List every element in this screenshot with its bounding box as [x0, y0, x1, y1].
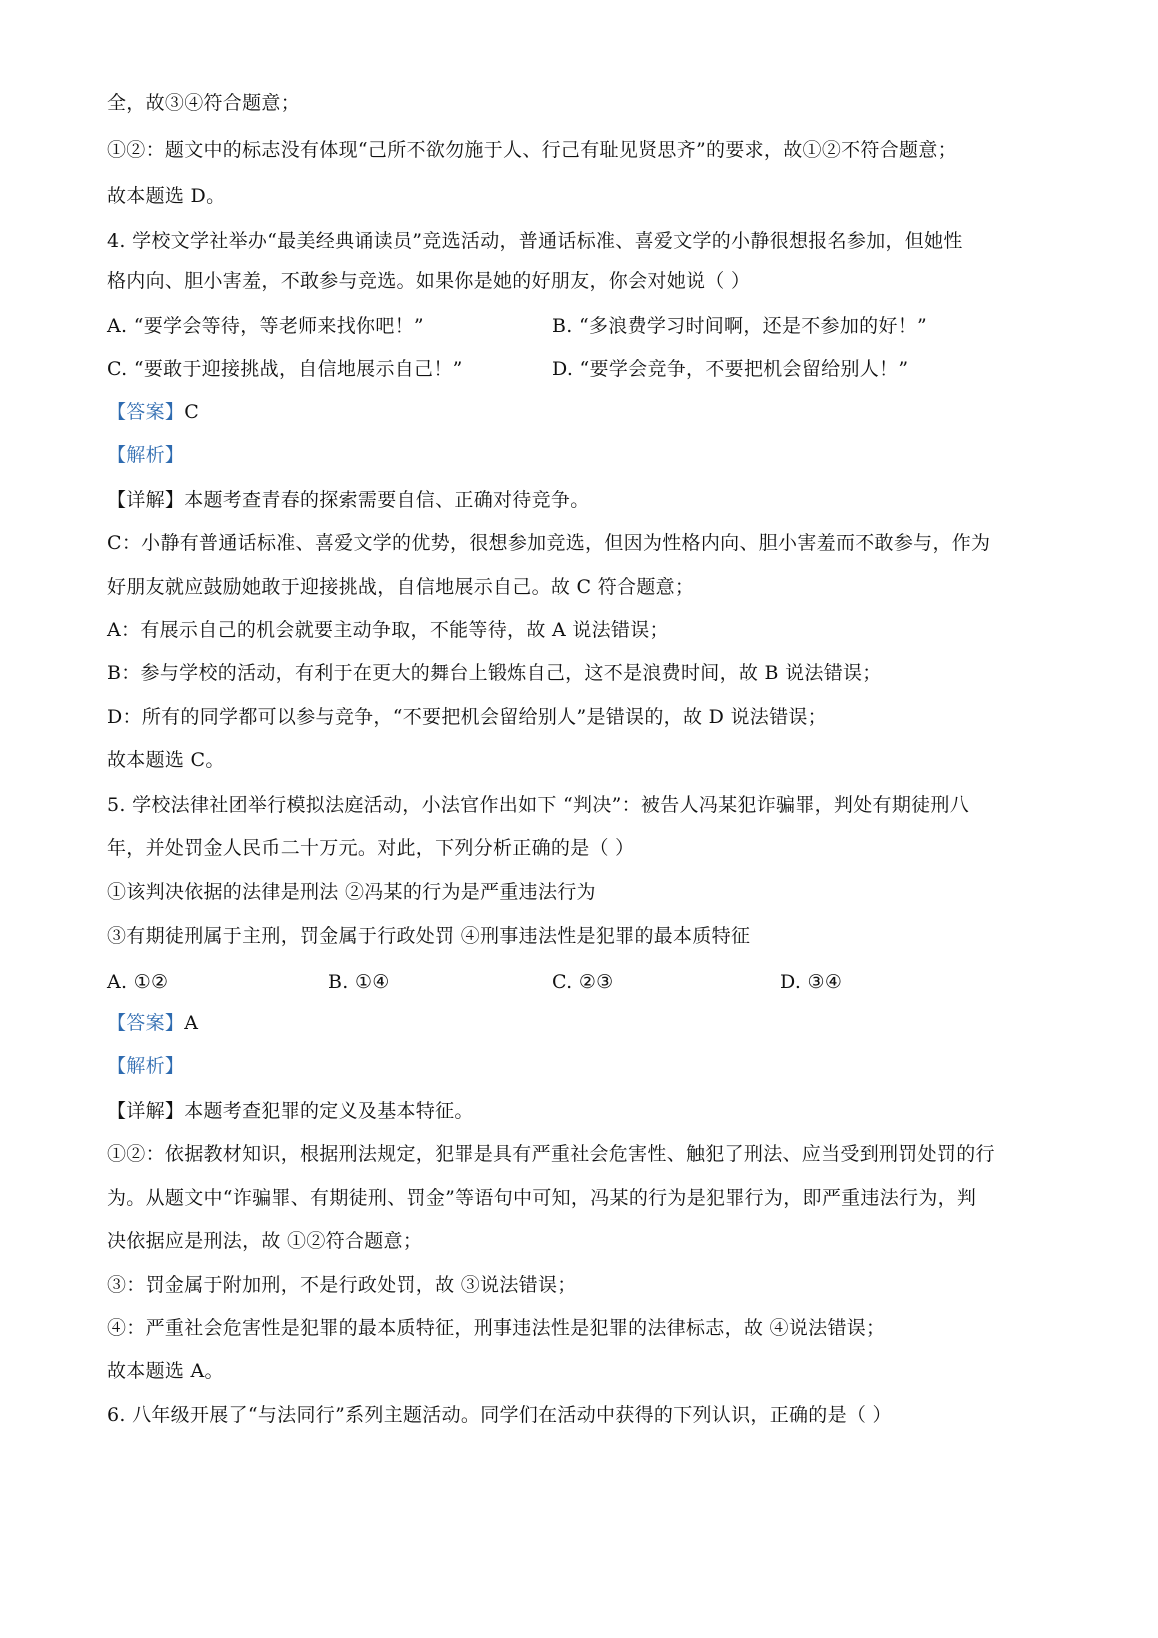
question-5-stem: 年，并处罚金人民币二十万元。对此，下列分析正确的是（ ） [107, 837, 635, 859]
answer-value: C [184, 401, 200, 423]
text-line: 故本题选 A。 [107, 1360, 224, 1382]
option-a: A. ①② [107, 971, 169, 993]
option-d: D. ③④ [780, 971, 843, 993]
text-line: 决依据应是刑法，故 ①②符合题意； [107, 1230, 423, 1252]
question-5-stem: 5. 学校法律社团举行模拟法庭活动，小法官作出如下 “判决”：被告人冯某犯诈骗罪，判处有期徒刑八 [107, 794, 970, 816]
text-line: 【详解】本题考查青春的探索需要自信、正确对待竞争。 [107, 489, 590, 511]
text-line: D：所有的同学都可以参与竞争，“不要把机会留给别人”是错误的，故 D 说法错误； [107, 706, 827, 728]
answer-label: 【答案】 [107, 1012, 185, 1034]
option-b: B. “多浪费学习时间啊，还是不参加的好！” [552, 315, 928, 337]
answer-line [107, 1011, 198, 1035]
option-c: C. ②③ [552, 971, 614, 993]
option-d: D. “要学会竞争，不要把机会留给别人！” [552, 358, 909, 380]
option-c: C. “要敢于迎接挑战，自信地展示自己！” [107, 358, 463, 380]
text-line: ③：罚金属于附加刑，不是行政处罚，故 ③说法错误； [107, 1274, 577, 1296]
text-line: C：小静有普通话标准、喜爱文学的优势，很想参加竞选，但因为性格内向、胆小害羞而不敢参与，作为 [107, 532, 991, 554]
text-line: 好朋友就应鼓励她敢于迎接挑战，自信地展示自己。故 C 符合题意； [107, 576, 695, 598]
text-line: 故本题选 C。 [107, 749, 225, 771]
question-5-stem: ③有期徒刑属于主刑，罚金属于行政处罚 ④刑事违法性是犯罪的最本质特征 [107, 925, 751, 947]
answer-line [107, 400, 199, 424]
option-b: B. ①④ [328, 971, 390, 993]
text-line: ①②：依据教材知识，根据刑法规定，犯罪是具有严重社会危害性、触犯了刑法、应当受到刑罚处罚的行 [107, 1143, 995, 1165]
text-line: A：有展示自己的机会就要主动争取，不能等待，故 A 说法错误； [107, 619, 669, 641]
answer-value: A [184, 1012, 199, 1034]
text-line: ①②：题文中的标志没有体现“己所不欲勿施于人、行己有耻见贤思齐”的要求，故①②不符合题意； [107, 139, 957, 161]
text-line: 全，故③④符合题意； [107, 92, 301, 114]
text-line: B：参与学校的活动，有利于在更大的舞台上锻炼自己，这不是浪费时间，故 B 说法错误； [107, 662, 882, 684]
text-line: ④：严重社会危害性是犯罪的最本质特征，刑事违法性是犯罪的法律标志，故 ④说法错误； [107, 1317, 886, 1339]
analysis-label: 【解析】 [107, 444, 185, 466]
text-line: 故本题选 D。 [107, 185, 226, 207]
text-line: 【详解】本题考查犯罪的定义及基本特征。 [107, 1100, 474, 1122]
answer-label: 【答案】 [107, 401, 185, 423]
question-5-stem: ①该判决依据的法律是刑法 ②冯某的行为是严重违法行为 [107, 881, 596, 903]
text-line: 为。从题文中“诈骗罪、有期徒刑、罚金”等语句中可知，冯某的行为是犯罪行为，即严重违法行为，判 [107, 1187, 977, 1209]
question-4-stem: 格内向、胆小害羞，不敢参与竞选。如果你是她的好朋友，你会对她说（ ） [107, 270, 751, 292]
question-6-stem: 6. 八年级开展了“与法同行”系列主题活动。同学们在活动中获得的下列认识，正确的是（ ） [107, 1404, 892, 1426]
analysis-label: 【解析】 [107, 1055, 185, 1077]
option-a: A. “要学会等待，等老师来找你吧！” [107, 315, 424, 337]
question-4-stem: 4. 学校文学社举办“最美经典诵读员”竞选活动，普通话标准、喜爱文学的小静很想报名参加，但她性 [107, 230, 963, 252]
